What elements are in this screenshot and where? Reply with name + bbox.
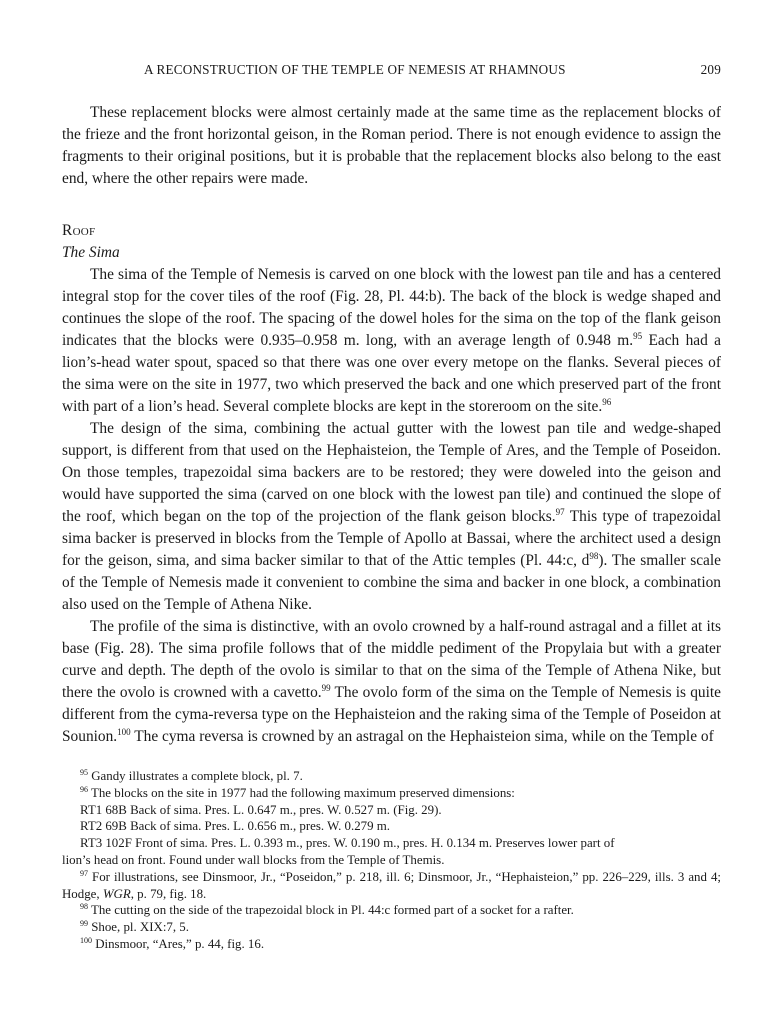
- subsection-heading: The Sima: [62, 244, 120, 261]
- footnote-ref-96: 96: [602, 397, 612, 407]
- catalog-entry-rt3: RT3 102F Front of sima. Pres. L. 0.393 m., pres. W. 0.190 m., pres. H. 0.134 m. Preserves lower part of: [80, 836, 615, 851]
- footnote-text: For illustrations, see Dinsmoor, Jr., “Poseidon,” p. 218, ill. 6; Dinsmoor, Jr., “Hephaisteion,” pp. 226–229, ills. 3 and 4; Hodge,: [62, 869, 721, 901]
- footnote-text: Gandy illustrates a complete block, pl. 7.: [88, 769, 303, 783]
- paragraph-sima-3: [62, 616, 721, 748]
- footnote-97: [62, 869, 721, 903]
- footnote-ref-100: 100: [117, 727, 131, 737]
- text-run: The cyma reversa is crowned by an astragal on the Hephaisteion sima, while on the Temple of: [130, 728, 714, 745]
- catalog-entry-rt1: RT1 68B Back of sima. Pres. L. 0.647 m., pres. W. 0.527 m. (Fig. 29).: [80, 802, 442, 817]
- page-number: 209: [700, 62, 721, 77]
- footnote-ref-95: 95: [633, 331, 643, 341]
- footnote-number: 95: [80, 768, 88, 777]
- text-run: ). The smaller scale of the Temple of Nemesis made it convenient to combine the sima and backer in one block, a combination also used on the Temple of Athena Nike.: [62, 552, 721, 613]
- text-run: The profile of the sima is distinctive, with an ovolo crowned by a half-round astragal and a fillet at its base (Fig. 28). The sima profile follows that of the middle pediment of the Propylaia but with a greater curve and depth. The depth of the ovolo is similar to that on the sima of the Temple of Athena Nike, but there the ovolo is crowned with a cavetto.: [62, 618, 721, 701]
- footnote-100: [62, 936, 721, 953]
- footnote-ref-99: 99: [321, 683, 331, 693]
- body-text: [62, 102, 721, 748]
- text-run: The sima of the Temple of Nemesis is carved on one block with the lowest pan tile and has a centered integral stop for the cover tiles of the roof (Fig. 28, Pl. 44:b). The back of the block is wedge shaped and continues the slope of the roof. The spacing of the dowel holes for the sima on the top of the flank geison indicates that the blocks were 0.935–0.958 m. long, with an average length of 0.948 m.: [62, 266, 721, 349]
- paragraph-sima-2: [62, 418, 721, 616]
- footnote-number: 98: [80, 902, 88, 912]
- footnote-text: Shoe, pl. XIX:7, 5.: [88, 920, 189, 935]
- paragraph-intro: These replacement blocks were almost certainly made at the same time as the replacement blocks of the frieze and the front horizontal geison, in the Roman period. There is not enough evidence to assign the fragments to their original positions, but it is probable that the replacement blocks also belong to the east end, where the other repairs were made.: [62, 104, 721, 187]
- footnote-96: [62, 785, 721, 802]
- paragraph-sima-1: [62, 264, 721, 418]
- footnote-95: [62, 768, 721, 785]
- footnote-99: [62, 919, 721, 936]
- footnote-number: 99: [80, 919, 88, 929]
- section-heading: Roof: [62, 222, 96, 239]
- footnote-text: The blocks on the site in 1977 had the following maximum preserved dimensions:: [88, 785, 515, 800]
- footnote-number: 97: [80, 868, 88, 878]
- text-run: Each had a lion’s-head water spout, spaced so that there was one over every metope on the flanks. Several pieces of the sima were on the site in 1977, two which preserved the back and one which preserved part of the front with part of a lion’s head. Several complete blocks are kept in the storeroom on the site.: [62, 332, 722, 415]
- section-gap: [62, 190, 721, 220]
- footnote-italic-abbrev: WGR: [102, 886, 131, 901]
- footnote-text: , p. 79, fig. 18.: [130, 886, 207, 901]
- text-run: This type of trapezoidal sima backer is preserved in blocks from the Temple of Apollo at Bassai, where the architect used a design for the geison, sima, and sima backer similar to that of the Attic temples (Pl. 44:c, d: [62, 508, 721, 569]
- footnote-number: 100: [80, 935, 92, 945]
- catalog-entry-rt3-continued: lion’s head on front. Found under wall blocks from the Temple of Themis.: [62, 852, 445, 867]
- footnote-number: 96: [80, 784, 88, 794]
- footnote-ref-98: 98: [589, 551, 599, 561]
- catalog-entry-rt2: RT2 69B Back of sima. Pres. L. 0.656 m., pres. W. 0.279 m.: [80, 819, 391, 834]
- running-head: [62, 62, 721, 82]
- footnote-ref-97: 97: [555, 507, 565, 517]
- text-run: The design of the sima, combining the actual gutter with the lowest pan tile and wedge-shaped support, is different from that used on the Hephaisteion, the Temple of Ares, and the Temple of Poseidon. On those temples, trapezoidal sima backers are to be restored; they were doweled into the geison and would have supported the sima (carved on one block with the lowest pan tile) and continued the slope of the roof, which began on the top of the projection of the flank geison blocks.: [62, 420, 721, 525]
- footnotes: [62, 768, 721, 953]
- footnote-text: The cutting on the side of the trapezoidal block in Pl. 44:c formed part of a socket for a rafter.: [88, 903, 574, 918]
- footnote-98: [62, 902, 721, 919]
- text-run: The ovolo form of the sima on the Temple of Nemesis is quite different from the cyma-reversa type on the Hephaisteion and the raking sima of the Temple of Poseidon at Sounion.: [62, 684, 721, 745]
- running-title: A RECONSTRUCTION OF THE TEMPLE OF NEMESIS AT RHAMNOUS: [144, 62, 566, 77]
- footnote-text: Dinsmoor, “Ares,” p. 44, fig. 16.: [92, 936, 265, 951]
